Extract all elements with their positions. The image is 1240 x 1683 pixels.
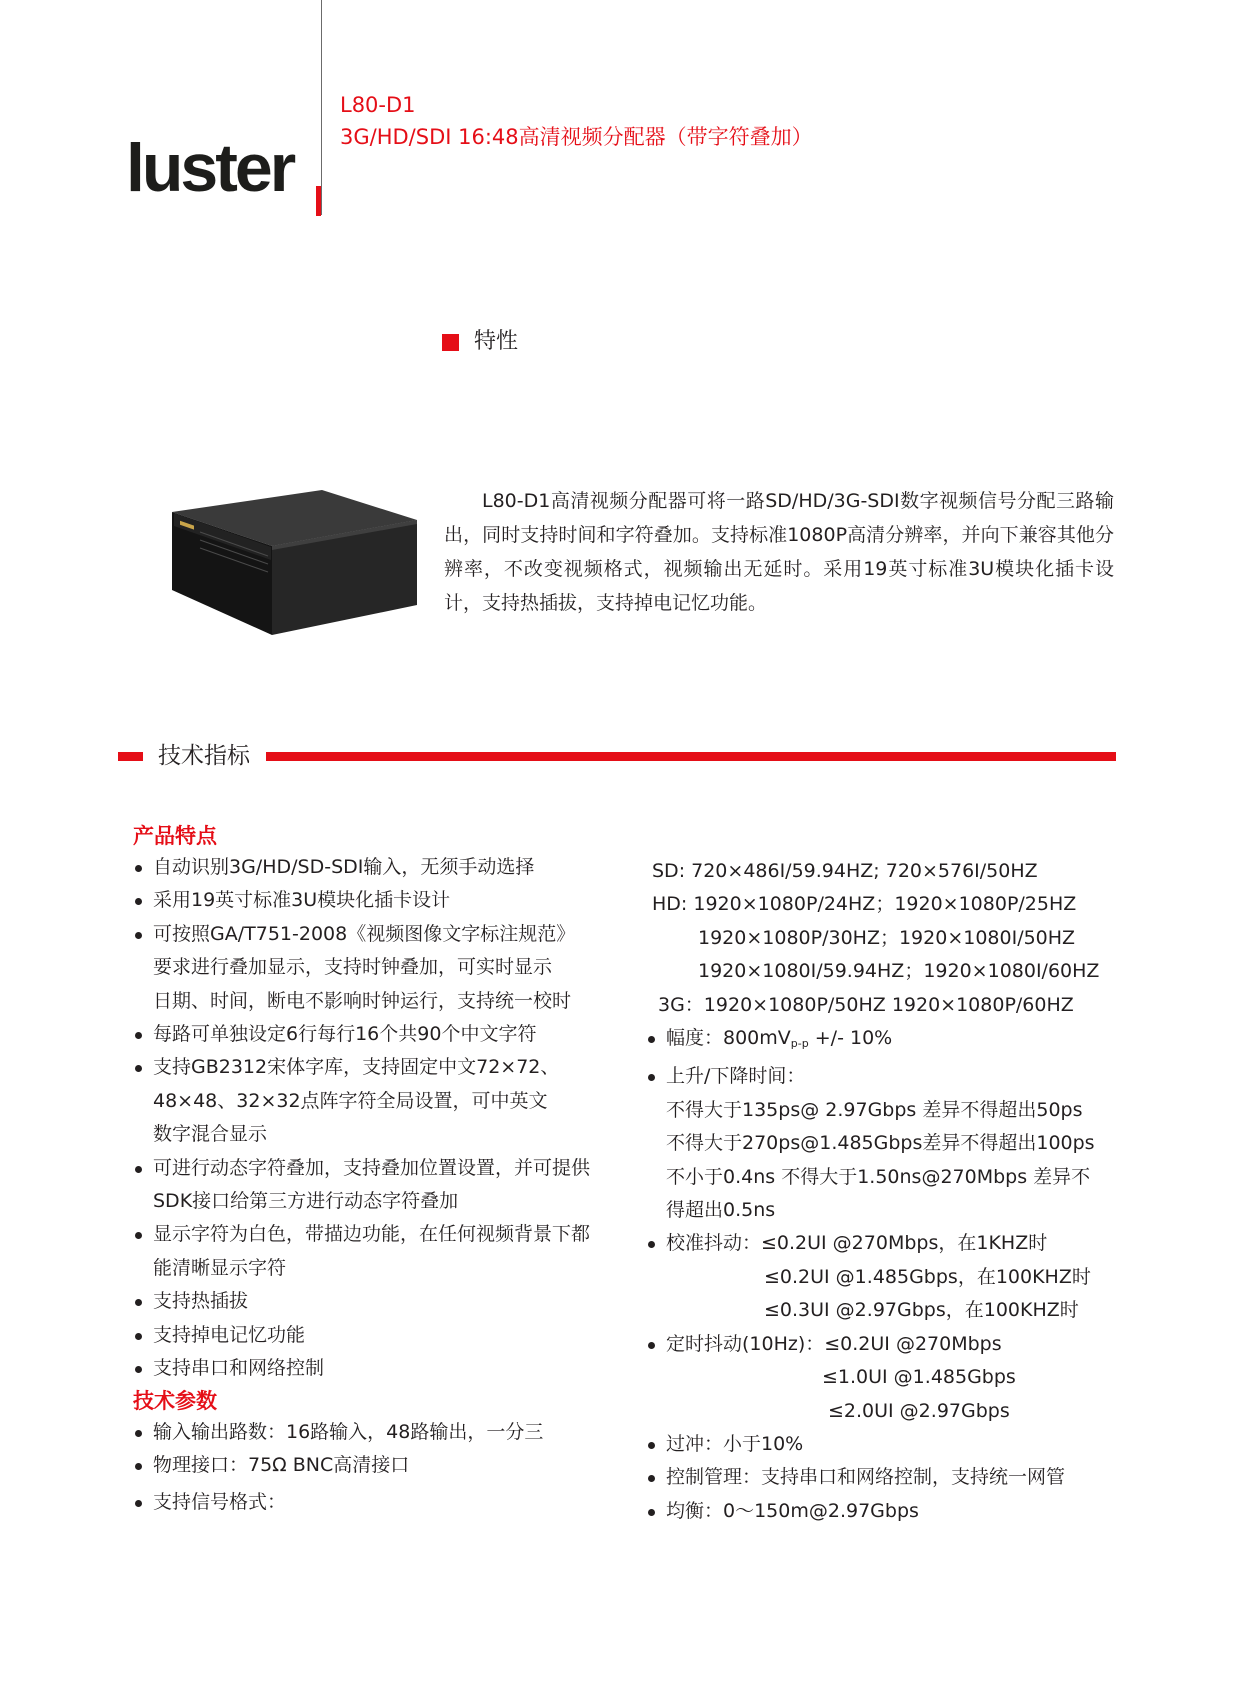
rise-fall-line: 不得大于270ps@1.485Gbps差异不得超出100ps (666, 1132, 1095, 1155)
overshoot: 过冲：小于10% (646, 1428, 1122, 1461)
spec-left-bar (118, 752, 143, 761)
list-item: 支持串口和网络控制 (133, 1352, 653, 1385)
timing-jitter-list (646, 1328, 1122, 1361)
timing-jitter-3: ≤2.0UI @2.97Gbps (828, 1399, 1010, 1422)
features-intro (444, 484, 1114, 620)
left-column (133, 821, 653, 1520)
list-item: 输入输出路数：16路输入，48路输出，一分三 (133, 1416, 653, 1449)
amplitude-item (646, 1022, 1122, 1060)
alignment-jitter: 校准抖动：≤0.2UI @270Mbps，在1KHZ时 (646, 1227, 1122, 1260)
format-hd-2: 1920×1080P/30HZ；1920×1080I/50HZ (698, 926, 1076, 949)
right-params-list (646, 1022, 1122, 1094)
list-item: 显示字符为白色，带描边功能，在任何视频背景下都 能清晰显示字符 (133, 1218, 653, 1285)
features-title: 特性 (474, 329, 519, 354)
list-item: 支持GB2312宋体字库，支持固定中文72×72、 48×48、32×32点阵字符全局设置，可中英文 数字混合显示 (133, 1051, 653, 1151)
section-square-icon (442, 334, 459, 351)
right-column (652, 855, 1122, 1528)
list-item: 可进行动态字符叠加，支持叠加位置设置，并可提供 SDK接口给第三方进行动态字符叠加 (133, 1152, 653, 1219)
product-features-title: 产品特点 (133, 824, 217, 848)
list-item: 支持掉电记忆功能 (133, 1319, 653, 1352)
list-item: 支持热插拔 (133, 1285, 653, 1318)
amplitude-rest: +/- 10% (808, 1027, 893, 1050)
spec-title: 技术指标 (158, 743, 250, 769)
rise-fall-line: 不小于0.4ns 不得大于1.50ns@270Mbps 差异不 (666, 1165, 1091, 1188)
list-item: 可按照GA/T751-2008《视频图像文字标注规范》 要求进行叠加显示，支持时钟叠加，可实时显示 日期、时间，断电不影响时钟运行，支持统一校时 (133, 918, 653, 1018)
format-hd: HD: 1920×1080P/24HZ；1920×1080P/25HZ (652, 893, 1077, 916)
format-3g: 3G：1920×1080P/50HZ 1920×1080P/60HZ (658, 993, 1074, 1016)
tech-params-title: 技术参数 (133, 1388, 217, 1413)
alignment-jitter-2: ≤0.2UI @1.485Gbps，在100KHZ时 (764, 1265, 1091, 1288)
alignment-jitter-3: ≤0.3UI @2.97Gbps，在100KHZ时 (764, 1299, 1079, 1322)
product-image (172, 490, 417, 635)
amplitude-sub: p-p (790, 1037, 809, 1051)
list-item: 自动识别3G/HD/SD-SDI输入，无须手动选择 (133, 851, 653, 884)
control-management: 控制管理：支持串口和网络控制，支持统一网管 (646, 1461, 1122, 1494)
spec-right-bar (266, 752, 1116, 761)
misc-list (646, 1428, 1122, 1528)
jitter-list (646, 1227, 1122, 1260)
header-divider-line (321, 0, 322, 215)
header-red-accent (316, 186, 321, 216)
rise-fall-line: 得超出0.5ns (666, 1199, 776, 1222)
intro-paragraph: L80-D1高清视频分配器可将一路SD/HD/3G-SDI数字视频信号分配三路输出，同时支持时间和字符叠加。支持标准1080P高清分辨率，并向下兼容其他分辨率，不改变视频格式，视频输出无延时。采用19英寸标准3U模块化插卡设计，支持热插拔，支持掉电记忆功能。 (444, 490, 1114, 614)
timing-jitter: 定时抖动(10Hz)：≤0.2UI @270Mbps (646, 1328, 1122, 1361)
rise-fall-title: 上升/下降时间： (646, 1060, 1122, 1093)
product-features-list (133, 851, 653, 1386)
list-item: 每路可单独设定6行每行16个共90个中文字符 (133, 1018, 653, 1051)
format-hd-3: 1920×1080I/59.94HZ；1920×1080I/60HZ (698, 960, 1100, 983)
list-item: 支持信号格式： (133, 1486, 653, 1519)
amplitude-label: 幅度：800mV (666, 1027, 791, 1050)
product-subtitle: 3G/HD/SDI 16:48高清视频分配器（带字符叠加） (340, 125, 813, 149)
tech-params-list (133, 1416, 653, 1520)
equalization: 均衡：0～150m@2.97Gbps (646, 1495, 1122, 1528)
format-sd: SD: 720×486I/59.94HZ; 720×576I/50HZ (652, 860, 1038, 882)
brand-logo: luster (126, 130, 294, 206)
list-item: 采用19英寸标准3U模块化插卡设计 (133, 884, 653, 917)
list-item: 物理接口：75Ω BNC高清接口 (133, 1449, 653, 1482)
rise-fall-line: 不得大于135ps@ 2.97Gbps 差异不得超出50ps (666, 1098, 1083, 1121)
timing-jitter-2: ≤1.0UI @1.485Gbps (822, 1366, 1016, 1389)
model-number: L80-D1 (340, 93, 416, 117)
